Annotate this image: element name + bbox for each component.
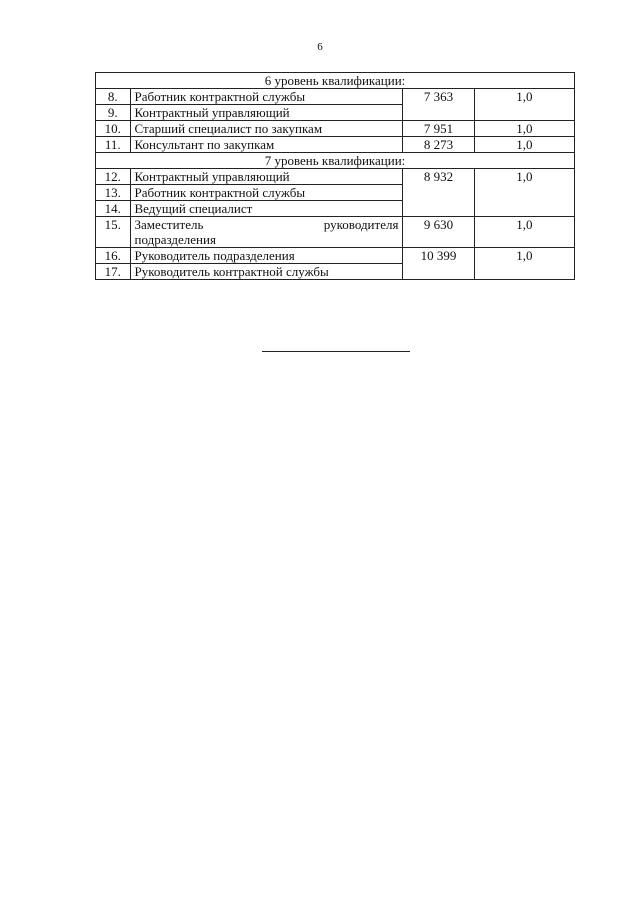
position-name: Работник контрактной службы (130, 185, 403, 201)
row-number: 12. (96, 169, 131, 185)
row-number: 9. (96, 105, 131, 121)
row-number: 8. (96, 89, 131, 105)
coefficient-value: 1,0 (474, 121, 574, 137)
table-row (96, 248, 575, 264)
coefficient-value: 1,0 (474, 169, 574, 217)
qualification-salary-table (95, 72, 575, 280)
position-name: Ведущий специалист (130, 201, 403, 217)
position-name-line1 (135, 217, 399, 232)
row-number: 17. (96, 264, 131, 280)
level-title: 6 уровень квалификации: (96, 73, 575, 89)
page-number: 6 (317, 41, 323, 53)
position-name-line2: подразделения (134, 232, 216, 247)
position-name-word: руководителя (323, 217, 399, 232)
position-name: Контрактный управляющий (130, 105, 403, 121)
table-row (96, 137, 575, 153)
coefficient-value: 1,0 (474, 89, 574, 121)
salary-value: 7 363 (403, 89, 474, 121)
coefficient-value: 1,0 (474, 217, 574, 248)
position-name: Работник контрактной службы (130, 89, 403, 105)
row-number: 14. (96, 201, 131, 217)
table-row (96, 121, 575, 137)
end-rule-divider (262, 351, 410, 352)
table-row (96, 89, 575, 105)
position-name: Руководитель подразделения (130, 248, 403, 264)
coefficient-value: 1,0 (474, 137, 574, 153)
position-name: Старший специалист по закупкам (130, 121, 403, 137)
position-name (130, 217, 403, 248)
table-row (96, 217, 575, 248)
position-name: Руководитель контрактной службы (130, 264, 403, 280)
level-title: 7 уровень квалификации: (96, 153, 575, 169)
salary-value: 10 399 (403, 248, 474, 280)
level-header-row (96, 153, 575, 169)
table-row (96, 169, 575, 185)
level-header-row (96, 73, 575, 89)
row-number: 15. (96, 217, 131, 248)
salary-value: 9 630 (403, 217, 474, 248)
row-number: 13. (96, 185, 131, 201)
salary-value: 8 273 (403, 137, 474, 153)
salary-value: 7 951 (403, 121, 474, 137)
position-name: Консультант по закупкам (130, 137, 403, 153)
row-number: 10. (96, 121, 131, 137)
row-number: 16. (96, 248, 131, 264)
position-name: Контрактный управляющий (130, 169, 403, 185)
salary-value: 8 932 (403, 169, 474, 217)
row-number: 11. (96, 137, 131, 153)
position-name-word: Заместитель (134, 217, 204, 232)
coefficient-value: 1,0 (474, 248, 574, 280)
